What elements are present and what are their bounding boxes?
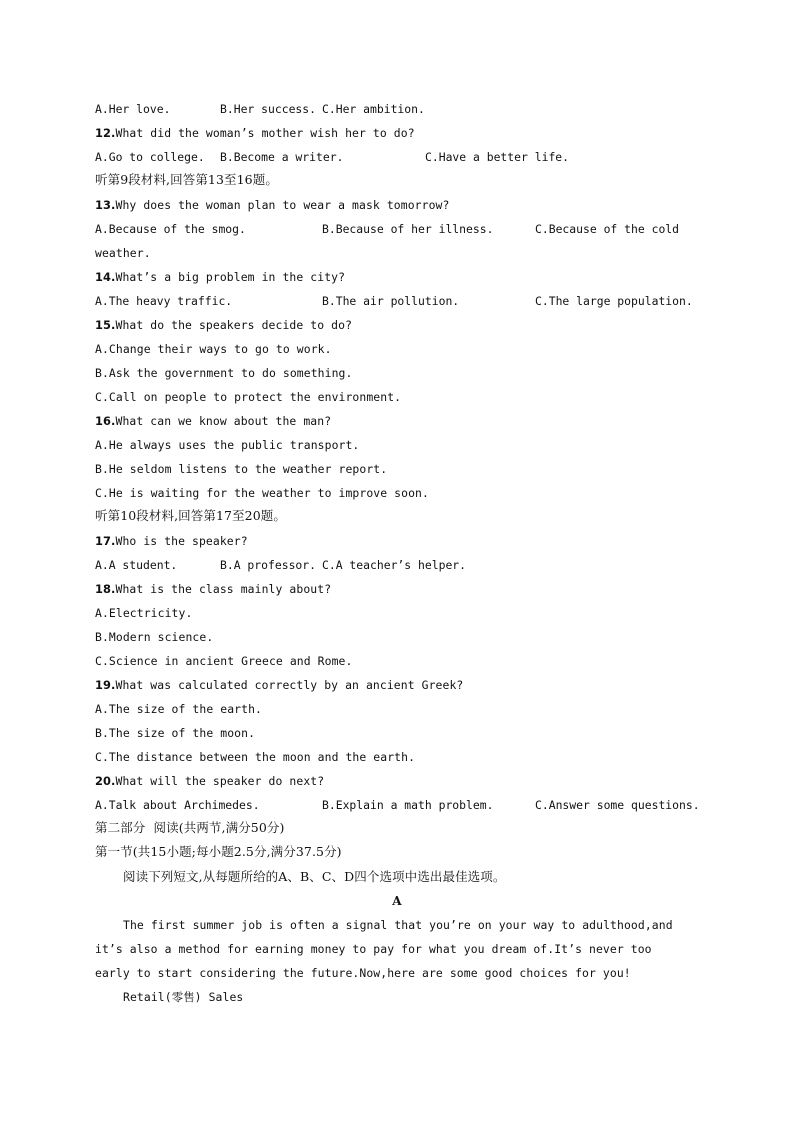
- question-number: 16.: [95, 414, 116, 428]
- question-number: 19.: [95, 678, 116, 692]
- q18-option-b: B.Modern science.: [95, 630, 214, 644]
- passage-line-3: early to start considering the future.Now,here are some good choices for you!: [95, 966, 631, 980]
- q17-option-a: A.A student.: [95, 558, 178, 572]
- q18-option-a: A.Electricity.: [95, 606, 193, 620]
- q14-option-b: B.The air pollution.: [322, 294, 460, 308]
- q13-option-b: B.Because of her illness.: [322, 222, 494, 236]
- question-text: What’s a big problem in the city?: [115, 270, 346, 284]
- passage-label: A: [392, 894, 402, 908]
- passage-line-2: it’s also a method for earning money to pay for what you dream of.It’s never too: [95, 942, 652, 956]
- question-17: [95, 533, 248, 549]
- question-number: 18.: [95, 582, 116, 596]
- question-15: [95, 317, 352, 333]
- question-number: 20.: [95, 774, 116, 788]
- q14-option-c: C.The large population.: [535, 294, 693, 308]
- q16-option-b: B.He seldom listens to the weather report.: [95, 462, 388, 476]
- q13-option-c: C.Because of the cold: [535, 222, 680, 236]
- q19-option-c: C.The distance between the moon and the earth.: [95, 750, 416, 764]
- q12-option-b: B.Become a writer.: [220, 150, 344, 164]
- passage-line-1: The first summer job is often a signal that you’re on your way to adulthood,and: [123, 918, 673, 932]
- q13-option-a: A.Because of the smog.: [95, 222, 246, 236]
- question-text: What do the speakers decide to do?: [115, 318, 353, 332]
- q20-option-a: A.Talk about Archimedes.: [95, 798, 260, 812]
- q16-option-c: C.He is waiting for the weather to improve soon.: [95, 486, 429, 500]
- q12-option-a: A.Go to college.: [95, 150, 205, 164]
- question-19: [95, 677, 463, 693]
- question-number: 14.: [95, 270, 116, 284]
- question-text: Who is the speaker?: [115, 534, 248, 548]
- section-10-instruction: 听第10段材料,回答第17至20题。: [95, 508, 286, 523]
- question-number: 12.: [95, 126, 116, 140]
- q15-option-a: A.Change their ways to go to work.: [95, 342, 332, 356]
- question-number: 17.: [95, 534, 116, 548]
- question-number: 15.: [95, 318, 116, 332]
- question-14: [95, 269, 345, 285]
- q13-option-c-continued: weather.: [95, 246, 151, 260]
- q11-option-a: A.Her love.: [95, 102, 171, 116]
- question-text: Why does the woman plan to wear a mask tomorrow?: [115, 198, 450, 212]
- q16-option-a: A.He always uses the public transport.: [95, 438, 360, 452]
- question-16: [95, 413, 331, 429]
- question-18: [95, 581, 331, 597]
- question-text: What is the class mainly about?: [115, 582, 332, 596]
- part-2-title: 第二部分 阅读(共两节,满分50分): [95, 820, 285, 835]
- q12-option-c: C.Have a better life.: [425, 150, 570, 164]
- question-text: What did the woman’s mother wish her to do?: [115, 126, 415, 140]
- q20-option-c: C.Answer some questions.: [535, 798, 700, 812]
- q17-option-c: C.A teacher’s helper.: [322, 558, 467, 572]
- question-20: [95, 773, 324, 789]
- q15-option-b: B.Ask the government to do something.: [95, 366, 353, 380]
- question-12: [95, 125, 415, 141]
- q11-option-c: C.Her ambition.: [322, 102, 425, 116]
- question-text: What will the speaker do next?: [115, 774, 325, 788]
- retail-sales-heading: Retail(零售) Sales: [123, 990, 244, 1004]
- q19-option-b: B.The size of the moon.: [95, 726, 256, 740]
- q20-option-b: B.Explain a math problem.: [322, 798, 494, 812]
- question-number: 13.: [95, 198, 116, 212]
- question-text: What was calculated correctly by an ancient Greek?: [115, 678, 464, 692]
- q14-option-a: A.The heavy traffic.: [95, 294, 233, 308]
- reading-instruction: 阅读下列短文,从每题所给的A、B、C、D四个选项中选出最佳选项。: [123, 869, 506, 884]
- question-13: [95, 197, 449, 213]
- section-1-title: 第一节(共15小题;每小题2.5分,满分37.5分): [95, 844, 342, 859]
- q17-option-b: B.A professor.: [220, 558, 317, 572]
- q19-option-a: A.The size of the earth.: [95, 702, 262, 716]
- section-9-instruction: 听第9段材料,回答第13至16题。: [95, 172, 278, 187]
- q15-option-c: C.Call on people to protect the environment.: [95, 390, 402, 404]
- question-text: What can we know about the man?: [115, 414, 332, 428]
- q11-option-b: B.Her success.: [220, 102, 317, 116]
- q18-option-c: C.Science in ancient Greece and Rome.: [95, 654, 353, 668]
